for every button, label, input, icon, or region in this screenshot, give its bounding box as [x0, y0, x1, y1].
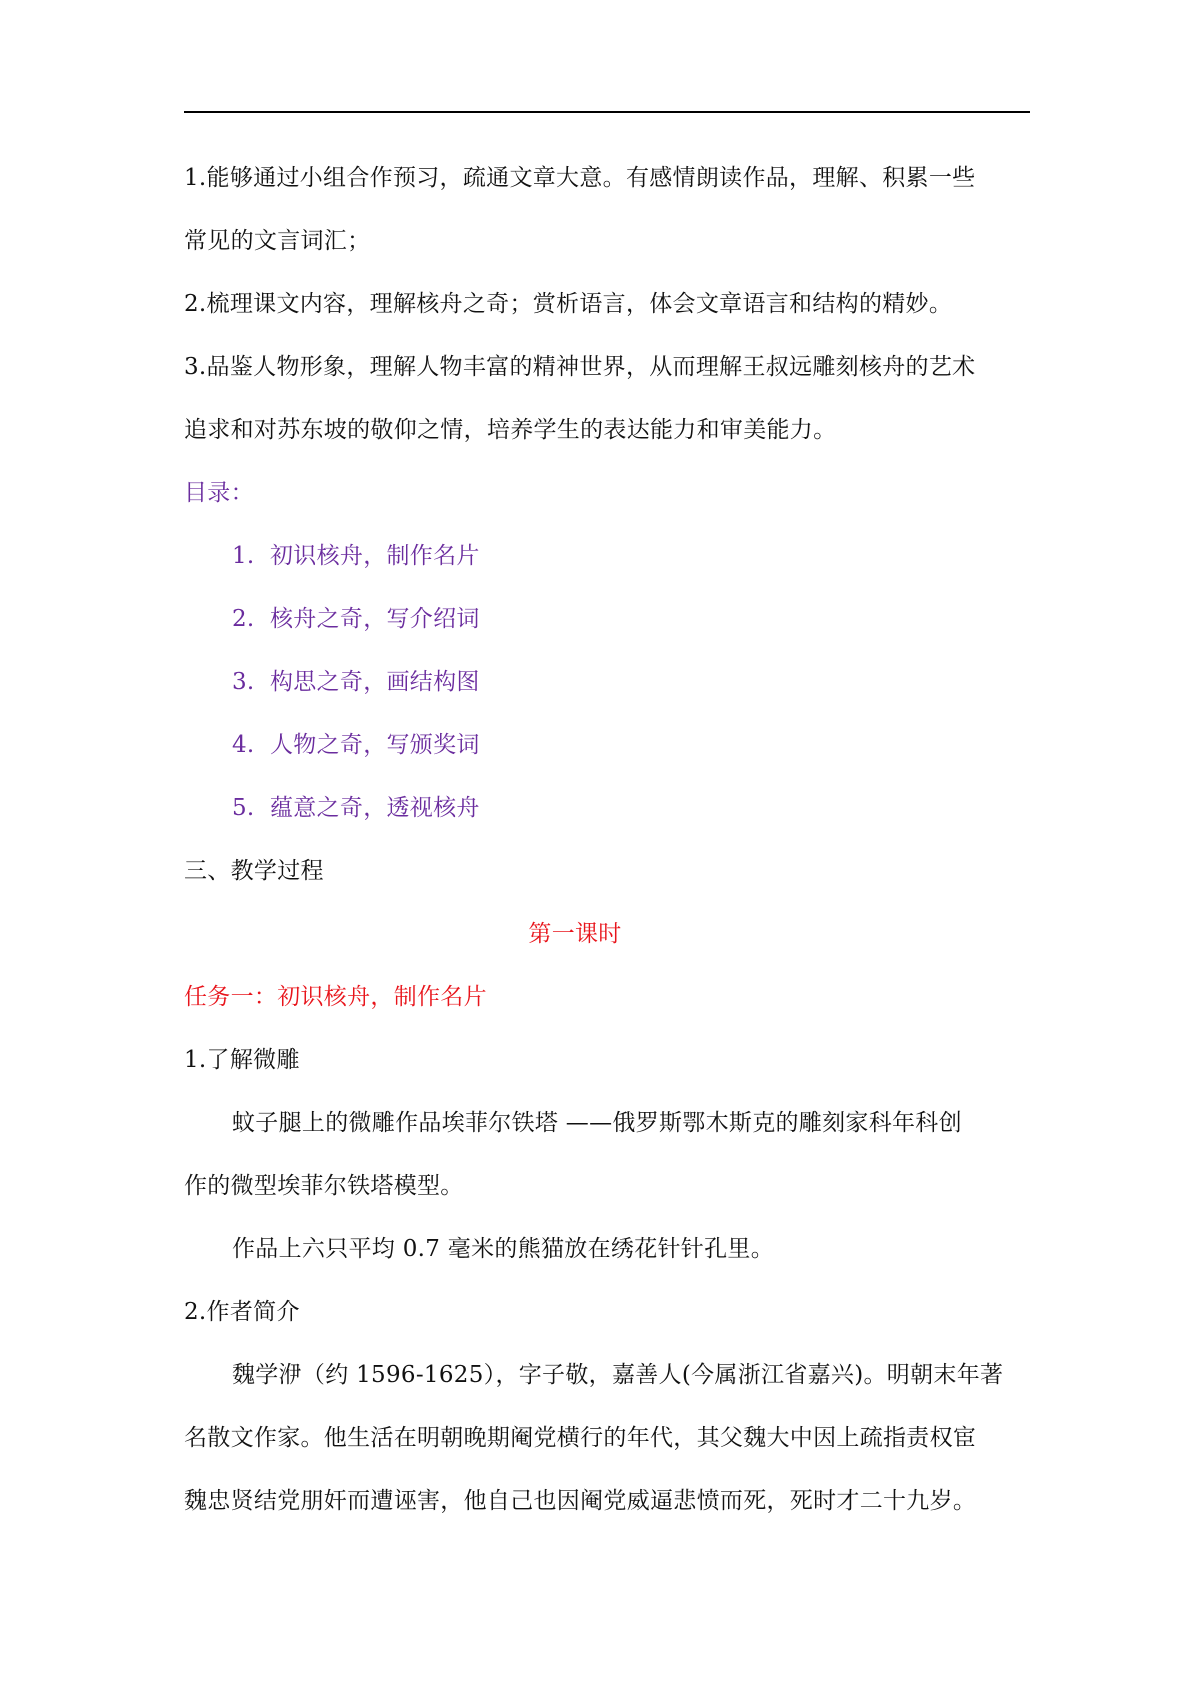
- toc-item: [232, 728, 480, 762]
- objective-2: 2.梳理课文内容，理解核舟之奇；赏析语言，体会文章语言和结构的精妙。: [184, 291, 953, 317]
- toc-item: [232, 791, 480, 825]
- objective-1-line-2: 常见的文言词汇；: [184, 228, 371, 254]
- toc-item-number: 4.: [232, 732, 255, 758]
- toc-item-number: 2.: [232, 606, 255, 632]
- toc-item-text: 核舟之奇，写介绍词: [270, 606, 480, 632]
- toc-item-text: 蕴意之奇，透视核舟: [270, 795, 480, 821]
- lesson-title: 第一课时: [528, 921, 622, 947]
- toc-item-number: 3.: [232, 669, 255, 695]
- toc-item: [232, 539, 480, 573]
- toc-item-number: 1.: [232, 543, 255, 569]
- paragraph-line: 蚊子腿上的微雕作品埃菲尔铁塔 ——俄罗斯鄂木斯克的雕刻家科年科创: [232, 1110, 962, 1136]
- toc-item-text: 构思之奇，画结构图: [270, 669, 480, 695]
- subsection-title: 2.作者简介: [184, 1299, 300, 1325]
- objective-3-line-2: 追求和对苏东坡的敬仰之情，培养学生的表达能力和审美能力。: [184, 417, 837, 443]
- toc-item-number: 5.: [232, 795, 255, 821]
- paragraph-line: 作品上六只平均 0.7 毫米的熊猫放在绣花针针孔里。: [232, 1236, 774, 1262]
- toc-heading: 目录：: [184, 480, 254, 506]
- paragraph-line: 魏忠贤结党朋奸而遭诬害，他自己也因阉党威逼悲愤而死，死时才二十九岁。: [184, 1488, 977, 1514]
- task-title: 任务一：初识核舟，制作名片: [184, 984, 487, 1010]
- toc-item-text: 初识核舟，制作名片: [270, 543, 480, 569]
- toc-item: [232, 602, 480, 636]
- toc-item-text: 人物之奇，写颁奖词: [270, 732, 480, 758]
- paragraph-line: 作的微型埃菲尔铁塔模型。: [184, 1173, 464, 1199]
- toc-item: [232, 665, 480, 699]
- paragraph-line: 魏学洢（约 1596-1625），字子敬，嘉善人(今属浙江省嘉兴)。明朝末年著: [232, 1362, 1004, 1388]
- section-heading: 三、教学过程: [184, 858, 324, 884]
- subsection-title: 1.了解微雕: [184, 1047, 300, 1073]
- header-rule: [184, 111, 1030, 113]
- objective-3-line-1: 3.品鉴人物形象，理解人物丰富的精神世界，从而理解王叔远雕刻核舟的艺术: [184, 354, 976, 380]
- paragraph-line: 名散文作家。他生活在明朝晚期阉党横行的年代，其父魏大中因上疏指责权宦: [184, 1425, 977, 1451]
- objective-1-line-1: 1.能够通过小组合作预习，疏通文章大意。有感情朗读作品，理解、积累一些: [184, 165, 976, 191]
